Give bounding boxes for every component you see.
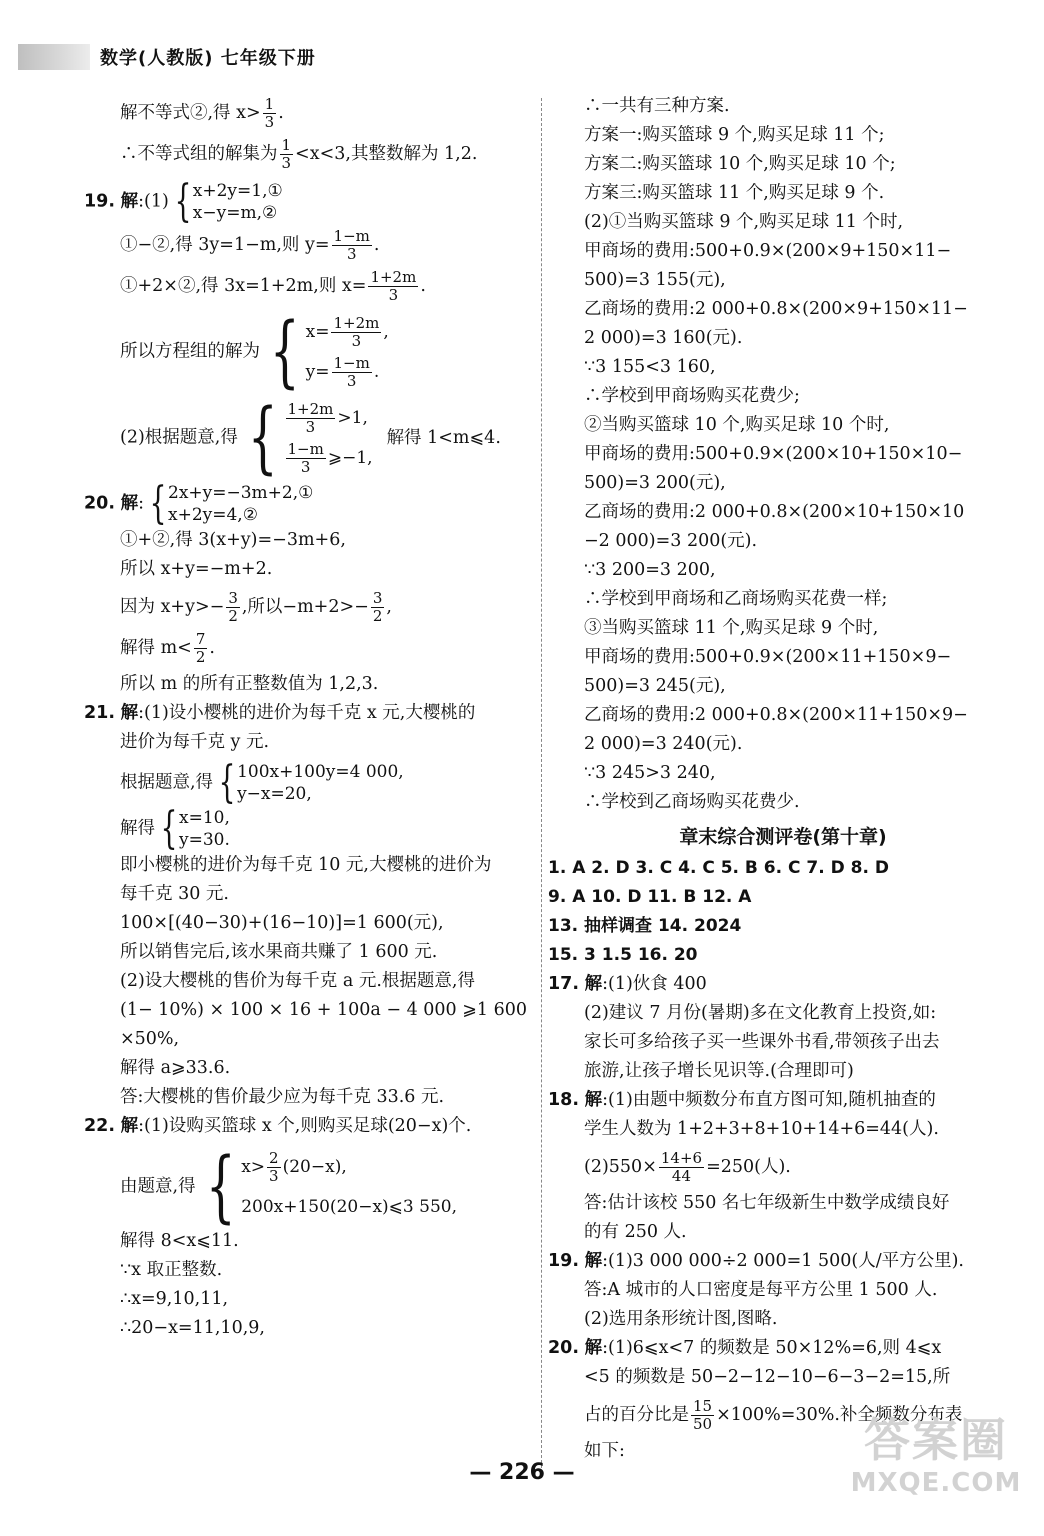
fraction: $\frac{1}{3}$ — [264, 95, 275, 131]
text-line: 如下: — [584, 1441, 625, 1461]
question-20: 20. 解:(1)6⩽x<7 的频数是 50×12%=6,则 4⩽x — [548, 1338, 942, 1358]
text-line: 因为 x+y>− $\frac{3}{2}$ ,所以−m+2>− $\frac{3}{2}$ , — [120, 589, 392, 625]
text-line: 甲商场的费用:500+0.9×(200×9+150×11− — [584, 241, 952, 261]
text-line: 甲商场的费用:500+0.9×(200×11+150×9− — [584, 647, 952, 667]
text-line: (2)550× $\frac{14+6}{44}$ =250(人). — [584, 1149, 791, 1185]
answer-line: 13. 抽样调查 14. 2024 — [548, 916, 742, 936]
inequality-system: $\frac{1+2m}{3}$ >1, $\frac{1-m}{3}$ ⩾−1, — [287, 400, 373, 476]
text-line: 甲商场的费用:500+0.9×(200×10+150×10− — [584, 444, 963, 464]
question-21: 21. 解:(1)设小樱桃的进价为每千克 x 元,大樱桃的 — [84, 703, 476, 723]
answer-line: 15. 3 1.5 16. 20 — [548, 945, 698, 965]
text-line: ∵3 245>3 240, — [584, 763, 716, 783]
watermark-logo — [846, 1412, 1026, 1522]
watermark-url: MXQE.COM — [850, 1468, 1022, 1498]
question-22: 22. 解:(1)设购买篮球 x 个,则购买足球(20−x)个. — [84, 1116, 472, 1136]
text-line: ∴学校到甲商场购买花费少; — [584, 386, 800, 406]
brace-icon: { — [247, 393, 278, 483]
text-line: 解得 m< $\frac{7}{2}$ . — [120, 630, 215, 666]
text-line: 乙商场的费用:2 000+0.8×(200×9+150×11− — [584, 299, 968, 319]
page-header-title: 数学(人教版) 七年级下册 — [100, 48, 316, 69]
text-line: ∴一共有三种方案. — [584, 96, 730, 116]
text-line: 500)=3 245(元), — [584, 676, 726, 696]
text-line: (1− 10%) × 100 × 16 + 100a − 4 000 ⩾1 600 — [120, 1000, 527, 1020]
text-line: 方案三:购买篮球 11 个,购买足球 9 个. — [584, 183, 885, 203]
text-line: 500)=3 200(元), — [584, 473, 726, 493]
question-17: 17. 解:(1)伙食 400 — [548, 974, 707, 994]
text-line: (2)根据题意,得 { $\frac{1+2m}{3}$ >1, $\frac{1-m}{3}$ ⩾−1, 解得 1<m⩽4. — [120, 393, 501, 483]
text-line: 答:大樱桃的售价最少应为每千克 33.6 元. — [120, 1087, 445, 1107]
text-line: 进价为每千克 y 元. — [120, 732, 270, 752]
text-line: ×50%, — [120, 1029, 180, 1049]
text-line: 旅游,让孩子增长见识等.(合理即可) — [584, 1061, 854, 1081]
header-decor-bar — [18, 44, 90, 70]
text-line: 方案二:购买篮球 10 个,购买足球 10 个; — [584, 154, 896, 174]
text-line: 所以销售完后,该水果商共赚了 1 600 元. — [120, 942, 438, 962]
fraction: $\frac{1}{3}$ — [281, 136, 292, 172]
text-line: ①−②,得 3y=1−m,则 y= $\frac{1-m}{3}$ . — [120, 227, 380, 263]
text-line: ∴x=9,10,11, — [120, 1289, 229, 1309]
watermark-text: 答案圈 — [864, 1413, 1008, 1467]
text-line: 100×[(40−30)+(16−10)]=1 600(元), — [120, 913, 444, 933]
question-19: 19. 解:(1)3 000 000÷2 000=1 500(人/平方公里). — [548, 1251, 964, 1271]
text-line: 占的百分比是 $\frac{15}{50}$ ×100%=30%.补全频数分布表 — [584, 1397, 963, 1433]
right-column — [548, 92, 1018, 1466]
text-line: 家长可多给孩子买一些课外书看,带领孩子出去 — [584, 1032, 940, 1052]
text-line: 解得 { x=10, y=30. — [120, 803, 230, 854]
text-line: 2 000)=3 160(元). — [584, 328, 743, 348]
text-line: 所以方程组的解为 { x= $\frac{1+2m}{3}$ , y= $\frac{1-m}{3}$ . — [120, 307, 389, 397]
text-line: 的有 250 人. — [584, 1222, 687, 1242]
text-line: 2 000)=3 240(元). — [584, 734, 743, 754]
text-line: 答:估计该校 550 名七年级新生中数学成绩良好 — [584, 1193, 950, 1213]
brace-icon: { — [269, 307, 300, 397]
text-line: 方案一:购买篮球 9 个,购买足球 11 个; — [584, 125, 885, 145]
text-line: ∴学校到甲商场和乙商场购买花费一样; — [584, 589, 888, 609]
text-line: (2)①当购买篮球 9 个,购买足球 11 个时, — [584, 212, 904, 232]
page-number-value: 226 — [499, 1460, 545, 1485]
text-line: ①+②,得 3(x+y)=−3m+6, — [120, 530, 346, 550]
solution-label: 解 — [120, 191, 139, 212]
text-line: ∴不等式组的解集为 $\frac{1}{3}$ <x<3,其整数解为 1,2. — [120, 136, 478, 172]
answer-line: 1. A 2. D 3. C 4. C 5. B 6. C 7. D 8. D — [548, 858, 889, 878]
text-line: ①+2×②,得 3x=1+2m,则 x= $\frac{1+2m}{3}$ . — [120, 268, 426, 304]
text-line: 解得 a⩾33.6. — [120, 1058, 231, 1078]
text-line: (2)选用条形统计图,图略. — [584, 1309, 778, 1329]
question-19: 19. 解:(1) { x+2y=1,① x−y=m,② — [84, 176, 283, 227]
brace-icon: { — [174, 176, 192, 227]
text-line: (2)建议 7 月份(暑期)多在文化教育上投资,如: — [584, 1003, 937, 1023]
text-line: 500)=3 155(元), — [584, 270, 726, 290]
question-18: 18. 解:(1)由题中频数分布直方图可知,随机抽查的 — [548, 1090, 936, 1110]
text-line: −2 000)=3 200(元). — [584, 531, 758, 551]
text-line: 即小樱桃的进价为每千克 10 元,大樱桃的进价为 — [120, 855, 492, 875]
text-line: ∴学校到乙商场购买花费少. — [584, 792, 800, 812]
text-line: ③当购买篮球 11 个,购买足球 9 个时, — [584, 618, 879, 638]
text-line: <5 的频数是 50−2−12−10−6−3−2=15,所 — [584, 1367, 951, 1387]
answer-line: 9. A 10. D 11. B 12. A — [548, 887, 752, 907]
text-line: ∵3 200=3 200, — [584, 560, 716, 580]
column-divider — [541, 98, 542, 1478]
text-line: ∵3 155<3 160, — [584, 357, 716, 377]
text-line: 由题意,得 { x> $\frac{2}{3}$ (20−x), 200x+150(20−x)⩽3 550, — [120, 1142, 457, 1232]
question-number: 19. — [84, 191, 116, 212]
text-line: 答:A 城市的人口密度是每平方公里 1 500 人. — [584, 1280, 938, 1300]
equation-system: 100x+100y=4 000, y−x=20, — [237, 762, 404, 804]
text: 解不等式②,得 x> — [120, 103, 261, 123]
text-line: 解不等式②,得 x> $\frac{1}{3}$ . — [120, 95, 284, 131]
text-line: 所以 x+y=−m+2. — [120, 559, 273, 579]
text-line: 根据题意,得 { 100x+100y=4 000, y−x=20, — [120, 757, 404, 808]
left-column — [84, 92, 527, 1343]
equation-system: 2x+y=−3m+2,① x+2y=4,② — [168, 483, 314, 525]
equation-system: x+2y=1,① x−y=m,② — [192, 181, 283, 223]
question-number: 20. — [84, 493, 116, 514]
text-line: 解得 8<x⩽11. — [120, 1231, 239, 1251]
text-line: (2)设大樱桃的售价为每千克 a 元.根据题意,得 — [120, 971, 475, 991]
text-line: 所以 m 的所有正整数值为 1,2,3. — [120, 674, 379, 694]
text-line: ∴20−x=11,10,9, — [120, 1318, 265, 1338]
question-20: 20. 解: { 2x+y=−3m+2,① x+2y=4,② — [84, 478, 314, 529]
text-line: ∵x 取正整数. — [120, 1260, 223, 1280]
section-title: 章末综合测评卷(第十章) — [679, 826, 887, 848]
page-number: — 226 — — [469, 1460, 575, 1485]
solution-system: x=10, y=30. — [179, 808, 230, 850]
text-line: 学生人数为 1+2+3+8+10+14+6=44(人). — [584, 1119, 939, 1139]
text-line: 乙商场的费用:2 000+0.8×(200×10+150×10 — [584, 502, 965, 522]
equation-system: x= $\frac{1+2m}{3}$ , y= $\frac{1-m}{3}$ . — [305, 314, 389, 390]
text-line: ②当购买篮球 10 个,购买足球 10 个时, — [584, 415, 890, 435]
text-line: 乙商场的费用:2 000+0.8×(200×11+150×9− — [584, 705, 968, 725]
inequality-system: x> $\frac{2}{3}$ (20−x), 200x+150(20−x)⩽3 550, — [241, 1149, 457, 1217]
text-line: 每千克 30 元. — [120, 884, 229, 904]
